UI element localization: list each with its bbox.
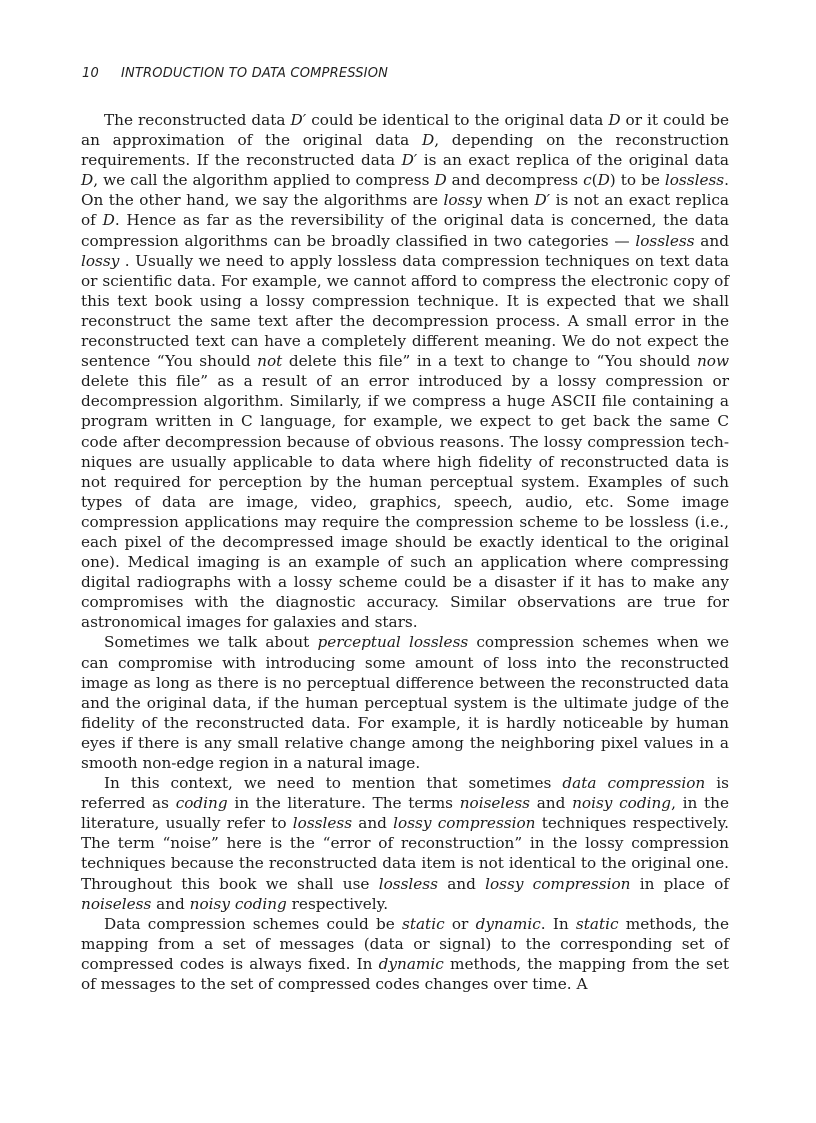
italic-text-run: static — [402, 914, 445, 933]
text-run: . Hence as far as the reversibility of the original data is concerned, the data compression algorithms can be broadly classified in two categories — — [81, 211, 729, 250]
italic-text-run: D′ — [290, 111, 307, 129]
italic-text-run: D — [608, 111, 621, 129]
text-run: . Usually we need to apply lossless data compression techniques on text data or scientific data. For example, we cannot afford to compress the electronic copy of this text book using a lossy compression technique. It is expected that we shall reconstruct the same text after the decompression process. A small error in the reconstructed text can have a completely different meaning. We do not expect the sentence “You should — [81, 251, 729, 371]
italic-text-run: lossless — [664, 171, 725, 190]
text-run: delete this file” in a text to change to “You should — [282, 352, 697, 371]
text-run: and — [352, 814, 394, 833]
text-run: ( — [591, 171, 598, 190]
text-run: Data compression schemes could be — [104, 914, 403, 933]
page-number: 10 — [82, 66, 99, 81]
italic-text-run: D — [434, 171, 447, 190]
italic-text-run: dynamic — [475, 914, 541, 933]
text-run: , depending on the reconstruction requirements. If the reconstructed data — [81, 131, 729, 170]
italic-text-run: D′ — [401, 151, 418, 170]
text-run: respectively. — [286, 894, 389, 913]
italic-text-run: lossy compression — [393, 814, 536, 833]
italic-text-run: lossy — [81, 251, 120, 270]
body-text — [81, 110, 729, 994]
text-run: techniques respectively. The term “noise” here is the “error of reconstruction” in the lossy compression techniques because the reconstructed data item is not identical to the original one. Throughout this book we shall use — [81, 814, 730, 893]
italic-text-run: noisy coding — [189, 894, 287, 913]
body-paragraph — [81, 632, 729, 773]
text-run: and — [151, 894, 190, 913]
text-run: or — [444, 914, 476, 933]
text-run: when — [481, 191, 535, 210]
text-run: compression schemes when we can compromise with introducing some amount of loss into the reconstructed image as long as there is no perceptual difference between the reconstructed data and the original data, if the human perceptual system is the ultimate judge of the fidelity of the reconstructed data. For example, it is hardly noticeable by human eyes if there is any small relative change among the neighboring pixel values in a smooth non-edge region in a natural image. — [81, 633, 729, 772]
text-run: and — [530, 794, 573, 813]
text-run: ) to be — [609, 171, 665, 190]
text-run: , we call the algorithm applied to compress — [93, 171, 435, 190]
italic-text-run: now — [696, 352, 729, 371]
italic-text-run: D — [421, 131, 435, 150]
italic-text-run: data compression — [562, 774, 706, 793]
text-run: and — [437, 874, 486, 893]
text-run: in the literature. The terms — [227, 794, 460, 813]
italic-text-run: c — [583, 171, 592, 190]
italic-text-run: D — [81, 171, 94, 190]
body-paragraph — [81, 773, 729, 914]
body-paragraph — [81, 914, 729, 994]
italic-text-run: noiseless — [81, 894, 152, 913]
italic-text-run: D — [597, 171, 610, 190]
text-run: is not an exact replica of — [81, 191, 729, 230]
italic-text-run: lossless — [378, 874, 438, 893]
italic-text-run: coding — [175, 794, 228, 813]
italic-text-run: D — [102, 211, 115, 230]
italic-text-run: perceptual lossless — [317, 633, 469, 652]
text-run: . In — [540, 914, 576, 933]
italic-text-run: dynamic — [378, 954, 444, 973]
italic-text-run: not — [257, 352, 283, 371]
italic-text-run: lossy — [443, 191, 482, 210]
italic-text-run: lossless — [292, 814, 353, 833]
text-run: in place of — [630, 874, 729, 893]
text-run: is an exact replica of the original data — [417, 151, 729, 170]
text-run: methods, the mapping from the set of messages to the set of compressed codes changes over time. A — [81, 954, 729, 994]
text-run: could be identical to the original data — [306, 111, 609, 129]
text-run: , in the literature, usually refer to — [81, 794, 730, 833]
italic-text-run: noisy coding — [572, 794, 672, 813]
text-run: . On the other hand, we say the algorithms are — [81, 171, 729, 210]
text-run: The reconstructed data — [104, 111, 291, 129]
text-run: and — [694, 231, 729, 250]
text-run: is referred as — [81, 774, 729, 813]
running-header — [82, 66, 388, 81]
text-run: In this context, we need to mention that sometimes — [104, 774, 563, 793]
text-run: delete this file” as a result of an error introduced by a lossy compression or decompression algorithm. Similarly, if we compress a huge ASCII file containing a program written in C language, for example, we expect to get back the same C code after decompression because of obvious reasons. The lossy compression techniques are usually applicable to data where high fidelity of reconstructed data is not required for perception by the human perceptual system. Examples of such types of data are image, video, graphics, speech, audio, etc. Some image compression applications may require the compression scheme to be lossless (i.e., each pixel of the decompressed image should be exactly identical to the original one). Medical imaging is an example of such an application where compressing digital radiographs with a lossy scheme could be a disaster if it has to make any compromises with the diagnostic accuracy. Similar observations are true for astronomical images for galaxies and stars. — [81, 372, 729, 632]
chapter-title: INTRODUCTION TO DATA COMPRESSION — [120, 66, 389, 81]
text-run: Sometimes we talk about — [104, 633, 318, 652]
text-run: methods, the mapping from a set of messages (data or signal) to the corresponding set of compressed codes is always fixed. In — [81, 914, 729, 973]
italic-text-run: noiseless — [459, 794, 530, 813]
italic-text-run: lossless — [635, 231, 695, 250]
italic-text-run: lossy compression — [485, 874, 631, 893]
body-paragraph — [81, 110, 729, 632]
text-run: and decompress — [446, 171, 584, 190]
italic-text-run: D′ — [534, 191, 551, 210]
italic-text-run: static — [575, 914, 619, 933]
text-run: or it could be an approximation of the original data — [81, 111, 729, 150]
